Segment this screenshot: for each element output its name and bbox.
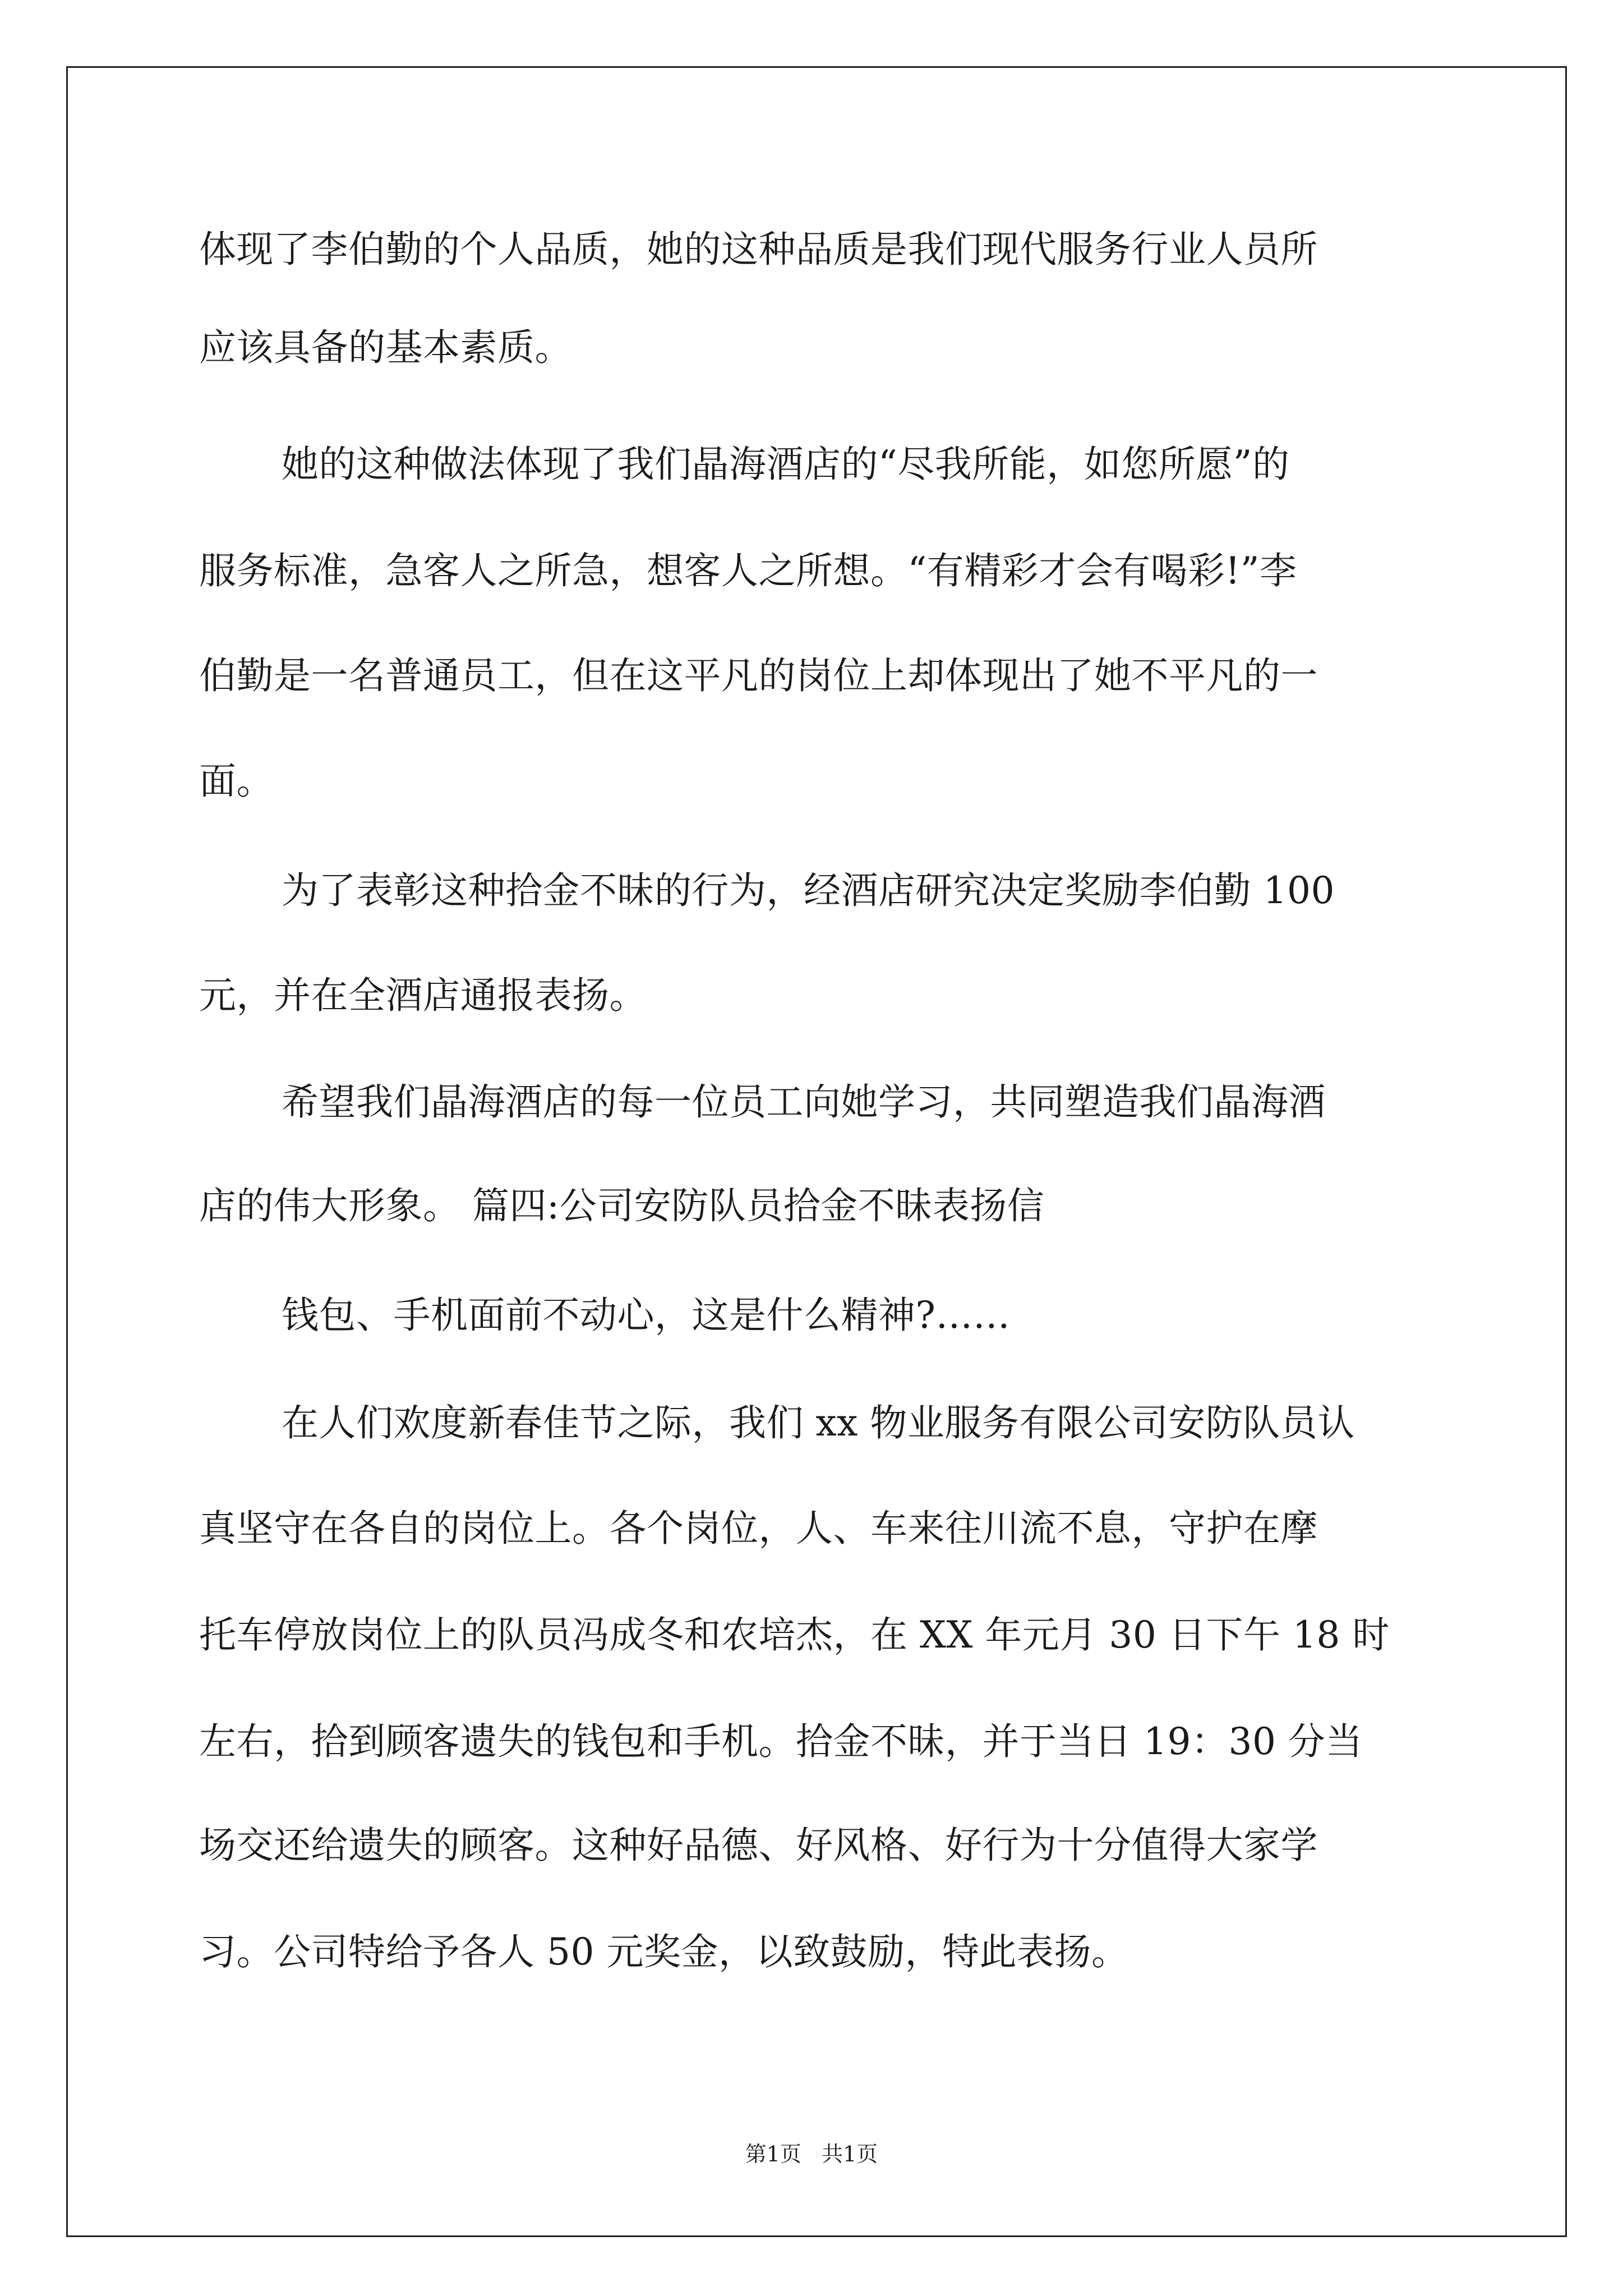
page-number-footer: 第1页 共1页 [745,2142,878,2166]
text-line: 场交还给遗失的顾客。这种好品德、好风格、好行为十分值得大家学 [199,1824,1318,1867]
text-line: 面。 [199,760,274,803]
text-line: 店的伟大形象。 篇四:公司安防队员拾金不昧表扬信 [199,1184,1045,1227]
text-line: 元，并在全酒店通报表扬。 [199,974,647,1017]
text-line: 钱包、手机面前不动心，这是什么精神?…… [282,1294,1011,1337]
text-line: 希望我们晶海酒店的每一位员工向她学习，共同塑造我们晶海酒 [282,1080,1326,1124]
text-line: 她的这种做法体现了我们晶海酒店的“尽我所能，如您所愿”的 [282,443,1290,486]
text-line: 服务标准，急客人之所急，想客人之所想。“有精彩才会有喝彩!”李 [199,549,1297,592]
text-line: 习。公司特给予各人 50 元奖金，以致鼓励，特此表扬。 [199,1930,1129,1973]
text-line: 伯勤是一名普通员工，但在这平凡的岗位上却体现出了她不平凡的一 [199,654,1318,697]
text-line: 应该具备的基本素质。 [199,326,572,369]
text-line: 左右，拾到顾客遗失的钱包和手机。拾金不昧，并于当日 19：30 分当 [199,1720,1363,1763]
text-line: 托车停放岗位上的队员冯成冬和农培杰，在 XX 年元月 30 日下午 18 时 [199,1613,1390,1657]
text-line: 为了表彰这种拾金不昧的行为，经酒店研究决定奖励李伯勤 100 [282,869,1335,912]
text-line: 真坚守在各自的岗位上。各个岗位，人、车来往川流不息，守护在摩 [199,1507,1318,1550]
text-line: 在人们欢度新春佳节之际，我们 xx 物业服务有限公司安防队员认 [282,1401,1355,1444]
page-border [66,66,1567,2237]
text-line: 体现了李伯勤的个人品质，她的这种品质是我们现代服务行业人员所 [199,228,1318,271]
